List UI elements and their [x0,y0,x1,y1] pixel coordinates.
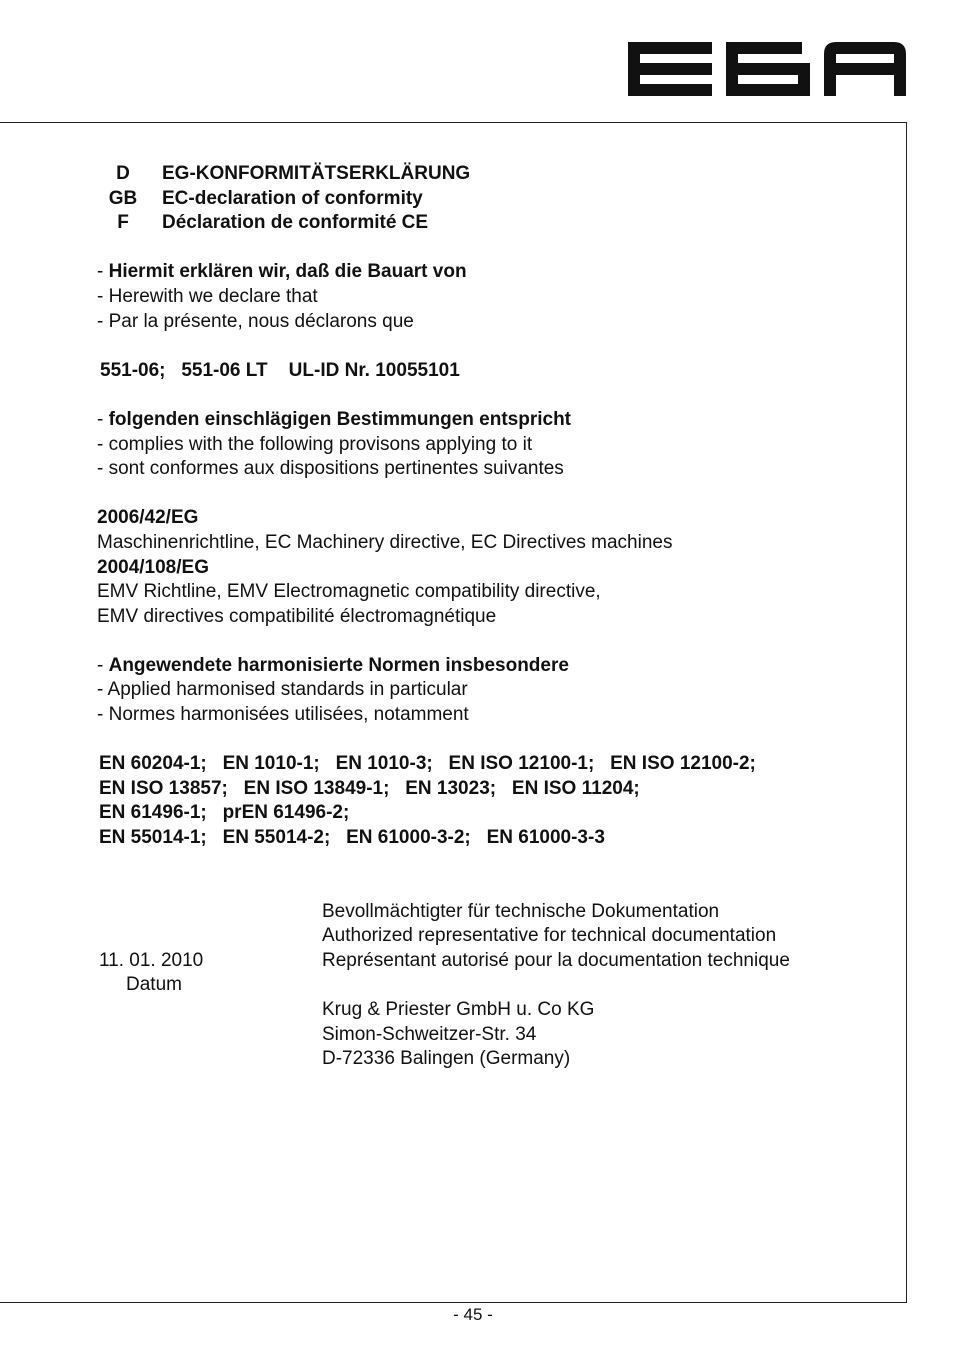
signature-block [97,900,857,1100]
directive-code: 2004/108/EG [97,556,209,578]
dash: - [97,261,109,283]
role-fr: Représentant autorisé pour la documentation technique [322,950,790,971]
language-code: GB [108,187,138,209]
standards-line: EN 55014-1; EN 55014-2; EN 61000-3-2; EN 61000-3-3 [99,827,605,849]
standards-intro-fr: - Normes harmonisées utilisées, notamment [97,704,469,726]
signature-date-block [99,949,203,998]
company-street: Simon-Schweitzer-Str. 34 [322,1023,537,1045]
declare-de [97,260,857,285]
standards-line: EN 60204-1; EN 1010-1; EN 1010-3; EN ISO 12100-1; EN ISO 12100-2; [99,753,756,775]
declare-de-text: Hiermit erklären wir, daß die Bauart von [108,261,467,283]
title-row-f [97,211,857,236]
dash: - [97,408,109,430]
declare-en: - Herewith we declare that [97,285,318,307]
eba-logo-graphic [628,42,906,96]
standards-line: EN 61496-1; prEN 61496-2; [99,802,350,824]
complies-fr: - sont conformes aux dispositions pertinentes suivantes [97,458,564,480]
dash: - [97,654,109,676]
role-de: Bevollmächtigter für technische Dokumentation [322,900,720,922]
company-city: D-72336 Balingen (Germany) [322,1048,571,1070]
declare-fr: - Par la présente, nous déclarons que [97,310,414,332]
declaration-content [97,162,857,1100]
complies-de [97,408,857,433]
directive-text: Maschinenrichtline, EC Machinery directive, EC Directives machines [97,531,673,553]
language-code: F [117,212,129,234]
language-code: D [116,163,130,184]
standards-intro-en: - Applied harmonised standards in particular [97,679,468,701]
title-row-gb [97,187,857,212]
directive-code: 2006/42/EG [97,507,199,529]
eba-logo [628,42,906,96]
standards-line: EN ISO 13857; EN ISO 13849-1; EN 13023; EN ISO 11204; [99,777,640,799]
model-numbers: 551-06; 551-06 LT UL-ID Nr. 10055101 [100,359,460,381]
role-en: Authorized representative for technical documentation [322,925,777,947]
directive-text: EMV directives compatibilité électromagnétique [97,605,497,627]
standards-intro-de [97,654,857,679]
complies-de-text: folgenden einschlägigen Bestimmungen entspricht [108,408,572,430]
complies-en: - complies with the following provisons applying to it [97,433,533,455]
page-number: - 45 - [453,1305,493,1324]
title-text: EC-declaration of conformity [162,187,423,209]
title-text: EG-KONFORMITÄTSERKLÄRUNG [162,163,471,184]
title-text: Déclaration de conformité CE [162,212,429,234]
directive-text: EMV Richtline, EMV Electromagnetic compatibility directive, [97,581,601,603]
signature-representative-block [322,900,790,1072]
signature-date: 11. 01. 2010 [99,949,204,971]
company-name: Krug & Priester GmbH u. Co KG [322,999,595,1021]
standards-intro-de-text: Angewendete harmonisierte Normen insbesondere [108,654,569,676]
title-row-de [97,162,857,187]
signature-date-label: Datum [126,974,182,996]
